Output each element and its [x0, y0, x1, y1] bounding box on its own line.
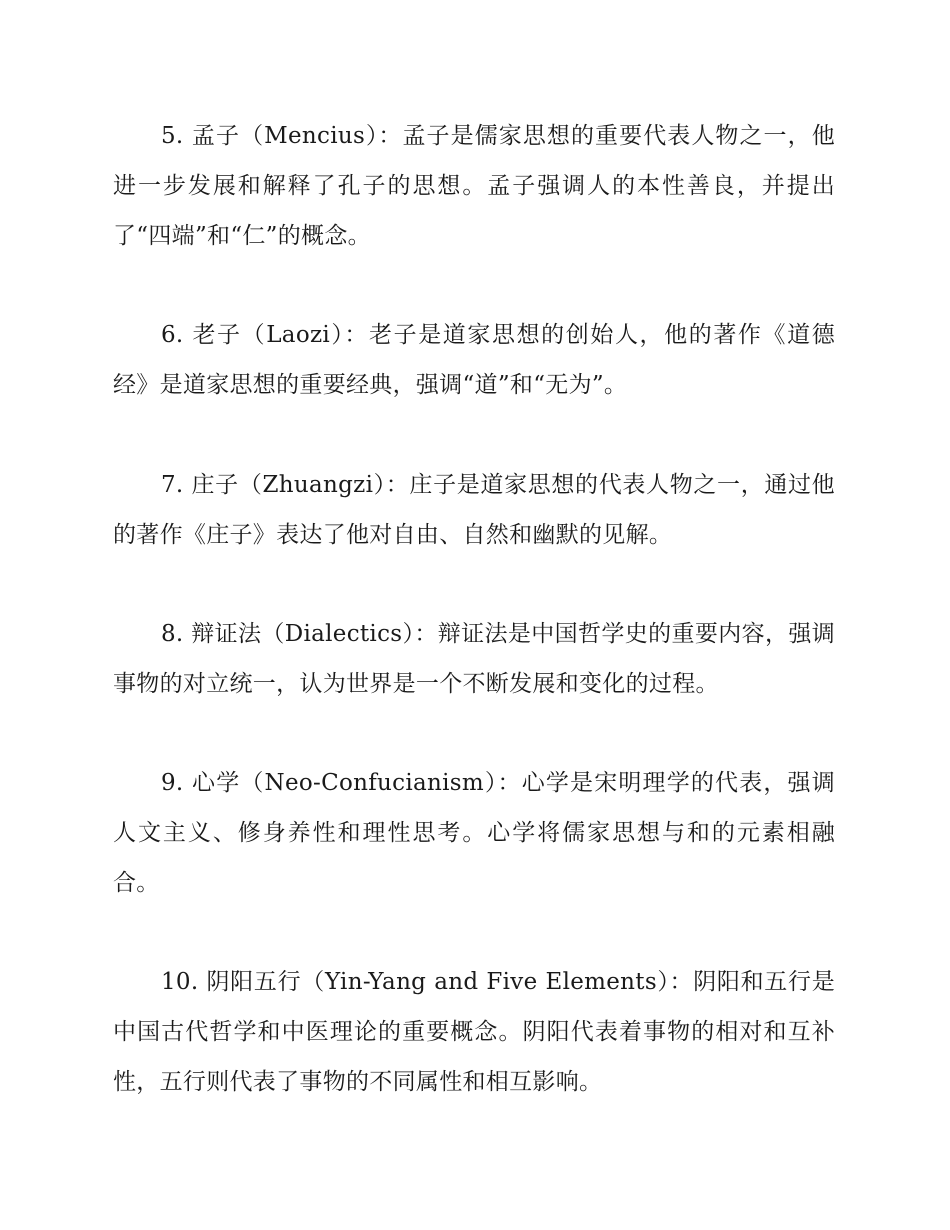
- paragraph-neo-confucianism: 9. 心学（Neo-Confucianism）：心学是宋明理学的代表，强调人文主义、修身养性和理性思考。心学将儒家思想与和的元素相融合。: [113, 770, 835, 896]
- paragraph-laozi: 6. 老子（Laozi）：老子是道家思想的创始人，他的著作《道德经》是道家思想的重要经典，强调“道”和“无为”。: [113, 322, 835, 398]
- paragraph-zhuangzi: 7. 庄子（Zhuangzi）：庄子是道家思想的代表人物之一，通过他的著作《庄子》表达了他对自由、自然和幽默的见解。: [113, 472, 835, 548]
- paragraph-yin-yang-five-elements: 10. 阴阳五行（Yin-Yang and Five Elements）：阴阳和五行是中国古代哲学和中医理论的重要概念。阴阳代表着事物的相对和互补性，五行则代表了事物的不同属性和相互影响。: [113, 969, 835, 1095]
- paragraph-mencius: 5. 孟子（Mencius）：孟子是儒家思想的重要代表人物之一，他进一步发展和解释了孔子的思想。孟子强调人的本性善良，并提出了“四端”和“仁”的概念。: [113, 123, 835, 249]
- paragraph-dialectics: 8. 辩证法（Dialectics）：辩证法是中国哲学史的重要内容，强调事物的对立统一，认为世界是一个不断发展和变化的过程。: [113, 621, 835, 697]
